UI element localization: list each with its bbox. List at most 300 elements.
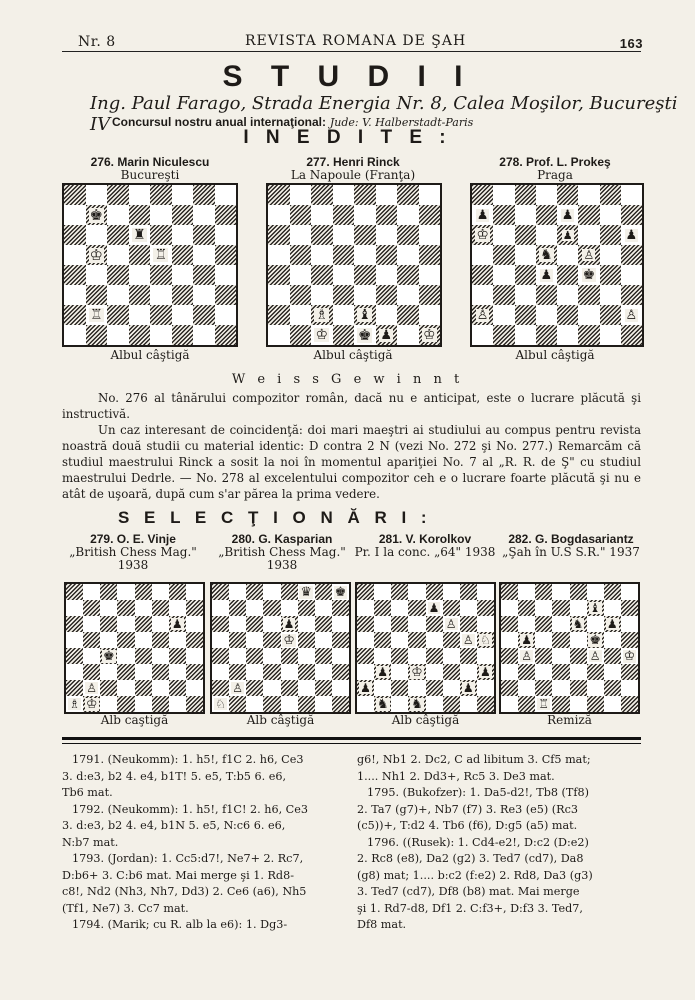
square-b7: [290, 205, 312, 225]
square-b6: [374, 616, 391, 632]
square-h1: [419, 325, 441, 345]
square-d8: [129, 185, 151, 205]
square-c3: [246, 664, 263, 680]
square-g4: [315, 648, 332, 664]
square-c2: [515, 305, 536, 325]
board-caption: Albul câştigă: [515, 348, 595, 362]
square-h2: [215, 305, 237, 325]
square-c6: [100, 616, 117, 632]
square-f8: [578, 185, 599, 205]
square-g5: [600, 245, 621, 265]
square-a3: [472, 285, 493, 305]
square-g4: [600, 265, 621, 285]
square-e3: [570, 664, 587, 680]
square-g8: [604, 584, 621, 600]
chess-piece-b2: ♖: [89, 307, 103, 323]
square-a7: [472, 205, 493, 225]
square-h3: [186, 664, 203, 680]
square-a4: [472, 265, 493, 285]
square-h7: [215, 205, 237, 225]
solutions-column-left: [62, 752, 342, 934]
square-d5: [333, 245, 355, 265]
square-h6: [186, 616, 203, 632]
square-g8: [397, 185, 419, 205]
square-g3: [460, 664, 477, 680]
square-e7: [150, 205, 172, 225]
problem-year: 1938: [266, 558, 298, 572]
chess-piece-f6: ♙: [445, 617, 457, 631]
square-d3: [333, 285, 355, 305]
square-b7: [374, 600, 391, 616]
problem-277-title: [265, 156, 441, 182]
square-c3: [107, 285, 129, 305]
square-b3: [493, 285, 514, 305]
square-h1: [215, 325, 237, 345]
square-h6: [419, 225, 441, 245]
square-c8: [535, 584, 552, 600]
square-c4: [100, 648, 117, 664]
square-a4: [268, 265, 290, 285]
square-g1: [315, 696, 332, 712]
square-d1: [408, 696, 425, 712]
square-e4: [135, 648, 152, 664]
square-d4: [552, 648, 569, 664]
square-a6: [66, 616, 83, 632]
square-f5: [443, 632, 460, 648]
square-g6: [315, 616, 332, 632]
square-g8: [169, 584, 186, 600]
square-h4: [621, 265, 642, 285]
square-h5: [419, 245, 441, 265]
square-g4: [460, 648, 477, 664]
square-a5: [64, 245, 86, 265]
problem-year: 1938: [117, 558, 149, 572]
chessboard-277: [266, 183, 442, 347]
square-b4: [493, 265, 514, 285]
problem-author: 277. Henri Rinck: [306, 155, 400, 169]
square-h6: [621, 616, 638, 632]
square-c8: [391, 584, 408, 600]
square-a1: [501, 696, 518, 712]
square-e8: [557, 185, 578, 205]
square-g1: [397, 325, 419, 345]
square-d2: [117, 680, 134, 696]
solution-line: 1796. ((Rusek): 1. Cd4-e2!, D:c2 (D:e2): [367, 835, 589, 849]
chessboard-278: [470, 183, 644, 347]
square-g6: [193, 225, 215, 245]
square-d2: [263, 680, 280, 696]
solution-line: Tb6 mat.: [62, 786, 113, 799]
chess-piece-e6: ♟: [283, 617, 295, 631]
square-a7: [64, 205, 86, 225]
square-a2: [472, 305, 493, 325]
square-d3: [552, 664, 569, 680]
square-c4: [246, 648, 263, 664]
square-b3: [290, 285, 312, 305]
square-b7: [86, 205, 108, 225]
square-h7: [621, 600, 638, 616]
square-d3: [536, 285, 557, 305]
square-b3: [374, 664, 391, 680]
square-b1: [290, 325, 312, 345]
square-f2: [376, 305, 398, 325]
square-c2: [311, 305, 333, 325]
solutions-column-right: [357, 752, 642, 934]
square-d3: [263, 664, 280, 680]
square-d2: [333, 305, 355, 325]
square-a6: [501, 616, 518, 632]
square-e4: [570, 648, 587, 664]
square-g7: [169, 600, 186, 616]
square-b8: [374, 584, 391, 600]
square-f1: [587, 696, 604, 712]
square-e8: [354, 185, 376, 205]
square-d6: [333, 225, 355, 245]
square-b5: [229, 632, 246, 648]
solution-line: g6!, Nb1 2. Dc2, C ad libitum 3. Cf5 mat;: [357, 753, 591, 766]
chessboard-281: [355, 582, 496, 714]
square-d4: [536, 265, 557, 285]
square-e1: [570, 696, 587, 712]
square-c6: [311, 225, 333, 245]
square-h8: [332, 584, 349, 600]
square-a4: [357, 648, 374, 664]
square-a3: [64, 285, 86, 305]
square-h3: [332, 664, 349, 680]
square-f8: [443, 584, 460, 600]
square-a4: [501, 648, 518, 664]
square-e6: [135, 616, 152, 632]
problem-276-title: [62, 156, 238, 182]
square-c4: [107, 265, 129, 285]
square-a6: [212, 616, 229, 632]
square-d8: [263, 584, 280, 600]
square-c7: [515, 205, 536, 225]
square-f6: [443, 616, 460, 632]
square-e3: [150, 285, 172, 305]
square-b4: [518, 648, 535, 664]
square-d6: [129, 225, 151, 245]
chessboard-280: [210, 582, 351, 714]
square-f1: [443, 696, 460, 712]
square-e1: [150, 325, 172, 345]
square-f7: [578, 205, 599, 225]
solution-line: D:b6+ 3. C:b6 mat. Mai merge şi 1. Rd8-: [62, 868, 294, 882]
square-b2: [290, 305, 312, 325]
square-d7: [117, 600, 134, 616]
square-a4: [66, 648, 83, 664]
square-b4: [374, 648, 391, 664]
square-c6: [515, 225, 536, 245]
square-b8: [229, 584, 246, 600]
square-h2: [186, 680, 203, 696]
commentary-paragraph: Un caz interesant de coincidenţă: doi mari maeştri ai studiului au compus pentru revista noastră două studii cu material identic: D contra 2 N (vezi No. 272 şi No. 277.) Remarcăm că studiul maestrului Rinck a sosit la noi în momentul apariţiei No. 7 al „R. R. de Ş" cu studiul maestrului Dedrle. — No. 278 al excelentului compozitor ceh e o lucrare foarte plăcută şi nu e atât de uşoară, după cum s'ar părea la prima vedere.: [62, 423, 641, 501]
square-h4: [186, 648, 203, 664]
chess-piece-g6: ♟: [606, 617, 618, 631]
chess-piece-g6: ♟: [171, 617, 183, 631]
square-a8: [64, 185, 86, 205]
square-a5: [357, 632, 374, 648]
square-d7: [536, 205, 557, 225]
chess-piece-b1: ♔: [85, 696, 98, 712]
solution-line: 1795. (Bukofzer): 1. Da5-d2!, Tb8 (Tf8): [367, 786, 589, 799]
square-h4: [215, 265, 237, 285]
square-e3: [135, 664, 152, 680]
square-c6: [391, 616, 408, 632]
square-b6: [290, 225, 312, 245]
square-b8: [518, 584, 535, 600]
square-g3: [193, 285, 215, 305]
square-a2: [212, 680, 229, 696]
square-c8: [515, 185, 536, 205]
square-c1: [515, 325, 536, 345]
chess-piece-h2: ♙: [625, 307, 638, 323]
weiss-gewinnt: W e i s s G e w i n n t: [231, 372, 464, 387]
problem-279-title: [58, 533, 208, 572]
square-h3: [419, 285, 441, 305]
square-f6: [376, 225, 398, 245]
square-d2: [536, 305, 557, 325]
chessboard-282: [499, 582, 640, 714]
square-c3: [515, 285, 536, 305]
board-caption: Alb caştigă: [100, 713, 169, 727]
editor-address: Ing. Paul Farago, Strada Energia Nr. 8, Calea Moşilor, Bucureşti IV: [90, 93, 678, 135]
square-g2: [460, 680, 477, 696]
square-f8: [152, 584, 169, 600]
square-a7: [357, 600, 374, 616]
square-e4: [281, 648, 298, 664]
square-g6: [397, 225, 419, 245]
square-h5: [332, 632, 349, 648]
square-h8: [621, 185, 642, 205]
problem-281-title: [350, 533, 500, 559]
square-b5: [518, 632, 535, 648]
square-g7: [315, 600, 332, 616]
square-b6: [518, 616, 535, 632]
square-a6: [472, 225, 493, 245]
chess-piece-b4: ♙: [521, 649, 533, 663]
square-e5: [354, 245, 376, 265]
square-e1: [557, 325, 578, 345]
square-h8: [621, 584, 638, 600]
square-h1: [186, 696, 203, 712]
header-rule: [62, 51, 641, 52]
square-b7: [83, 600, 100, 616]
solution-line: 1792. (Neukomm): 1. h5!, f1C! 2. h6, Ce3: [72, 802, 308, 816]
square-e7: [281, 600, 298, 616]
square-g4: [193, 265, 215, 285]
square-h2: [332, 680, 349, 696]
square-c7: [311, 205, 333, 225]
square-f6: [578, 225, 599, 245]
square-h1: [332, 696, 349, 712]
square-g7: [460, 600, 477, 616]
square-c7: [246, 600, 263, 616]
square-a8: [66, 584, 83, 600]
square-f5: [587, 632, 604, 648]
square-e1: [354, 325, 376, 345]
square-h7: [477, 600, 494, 616]
square-d5: [263, 632, 280, 648]
square-g5: [315, 632, 332, 648]
square-b8: [83, 584, 100, 600]
square-c4: [311, 265, 333, 285]
chess-piece-d6: ♜: [132, 227, 146, 243]
square-h5: [477, 632, 494, 648]
square-g7: [600, 205, 621, 225]
square-a5: [501, 632, 518, 648]
square-c5: [515, 245, 536, 265]
square-e1: [135, 696, 152, 712]
square-b5: [493, 245, 514, 265]
square-c7: [391, 600, 408, 616]
square-e3: [557, 285, 578, 305]
square-d6: [552, 616, 569, 632]
square-g6: [604, 616, 621, 632]
square-g1: [600, 325, 621, 345]
square-b5: [290, 245, 312, 265]
square-e5: [557, 245, 578, 265]
chess-piece-d5: ♞: [540, 247, 553, 263]
square-g3: [397, 285, 419, 305]
square-e5: [426, 632, 443, 648]
square-d1: [117, 696, 134, 712]
square-h2: [621, 305, 642, 325]
solution-line: şi 1. Rd7-d8, Df1 2. C:f3+, D:f3 3. Ted7,: [357, 901, 583, 915]
square-b2: [374, 680, 391, 696]
chess-piece-d1: ♞: [411, 696, 423, 712]
square-d7: [263, 600, 280, 616]
square-g3: [600, 285, 621, 305]
square-h2: [621, 680, 638, 696]
square-c2: [246, 680, 263, 696]
square-f2: [172, 305, 194, 325]
square-e8: [135, 584, 152, 600]
chess-piece-b3: ♟: [377, 665, 389, 679]
square-a3: [212, 664, 229, 680]
square-d8: [117, 584, 134, 600]
square-a5: [268, 245, 290, 265]
square-c4: [391, 648, 408, 664]
problem-author: 279. O. E. Vinje: [90, 532, 176, 546]
square-b1: [229, 696, 246, 712]
square-h4: [419, 265, 441, 285]
solution-line: Df8 mat.: [357, 918, 407, 931]
square-b6: [229, 616, 246, 632]
square-e6: [557, 225, 578, 245]
square-f3: [443, 664, 460, 680]
chess-piece-c1: ♔: [315, 327, 329, 343]
square-b5: [83, 632, 100, 648]
square-a1: [66, 696, 83, 712]
square-d6: [408, 616, 425, 632]
square-d5: [117, 632, 134, 648]
section-divider-thin: [62, 743, 641, 744]
problem-282-title: [496, 533, 646, 559]
square-a3: [357, 664, 374, 680]
square-f8: [587, 584, 604, 600]
square-d7: [333, 205, 355, 225]
square-e2: [150, 305, 172, 325]
chess-piece-b2: ♙: [232, 681, 244, 695]
problem-author: 282. G. Bogdasariantz: [508, 532, 634, 546]
square-e4: [354, 265, 376, 285]
square-e3: [354, 285, 376, 305]
problem-place: La Napoule (Franţa): [290, 168, 416, 182]
square-d3: [129, 285, 151, 305]
square-f8: [376, 185, 398, 205]
board-caption: Remiză: [547, 713, 592, 727]
chess-piece-b5: ♔: [89, 245, 103, 264]
square-f6: [172, 225, 194, 245]
square-a8: [357, 584, 374, 600]
square-f5: [376, 245, 398, 265]
square-c5: [535, 632, 552, 648]
square-c3: [391, 664, 408, 680]
square-a3: [268, 285, 290, 305]
square-b4: [229, 648, 246, 664]
square-a2: [64, 305, 86, 325]
square-h3: [621, 664, 638, 680]
chess-piece-h8: ♚: [334, 584, 347, 600]
square-b5: [86, 245, 108, 265]
solution-line: 1793. (Jordan): 1. Cc5:d7!, Ne7+ 2. Rc7,: [72, 852, 304, 865]
square-d8: [552, 584, 569, 600]
square-b1: [374, 696, 391, 712]
square-f2: [578, 305, 599, 325]
board-caption: Albul câştigă: [313, 348, 393, 362]
square-e7: [426, 600, 443, 616]
square-g6: [600, 225, 621, 245]
square-h6: [621, 225, 642, 245]
square-d3: [117, 664, 134, 680]
square-d8: [333, 185, 355, 205]
square-g8: [193, 185, 215, 205]
square-f7: [298, 600, 315, 616]
square-f4: [152, 648, 169, 664]
square-g8: [600, 185, 621, 205]
square-g5: [169, 632, 186, 648]
square-h2: [477, 680, 494, 696]
square-f2: [152, 680, 169, 696]
square-f4: [298, 648, 315, 664]
square-e5: [281, 632, 298, 648]
square-h6: [477, 616, 494, 632]
square-d4: [117, 648, 134, 664]
square-c5: [246, 632, 263, 648]
square-e7: [354, 205, 376, 225]
square-e8: [150, 185, 172, 205]
square-c7: [100, 600, 117, 616]
chessboard-279: [64, 582, 205, 714]
solution-line: 3. Ted7 (cd7), Df8 (b8) mat. Mai merge: [357, 885, 580, 898]
problem-source: „British Chess Mag.": [218, 545, 346, 559]
square-g5: [193, 245, 215, 265]
square-g1: [193, 325, 215, 345]
square-h5: [215, 245, 237, 265]
square-g2: [397, 305, 419, 325]
square-f6: [587, 616, 604, 632]
square-a8: [501, 584, 518, 600]
board-caption: Albul câştigă: [110, 348, 190, 362]
square-h4: [332, 648, 349, 664]
chess-piece-h4: ♔: [623, 648, 636, 664]
problem-source: „Şah în U.S S.R." 1937: [502, 545, 640, 559]
square-f7: [172, 205, 194, 225]
square-a5: [212, 632, 229, 648]
square-a1: [357, 696, 374, 712]
square-b6: [83, 616, 100, 632]
